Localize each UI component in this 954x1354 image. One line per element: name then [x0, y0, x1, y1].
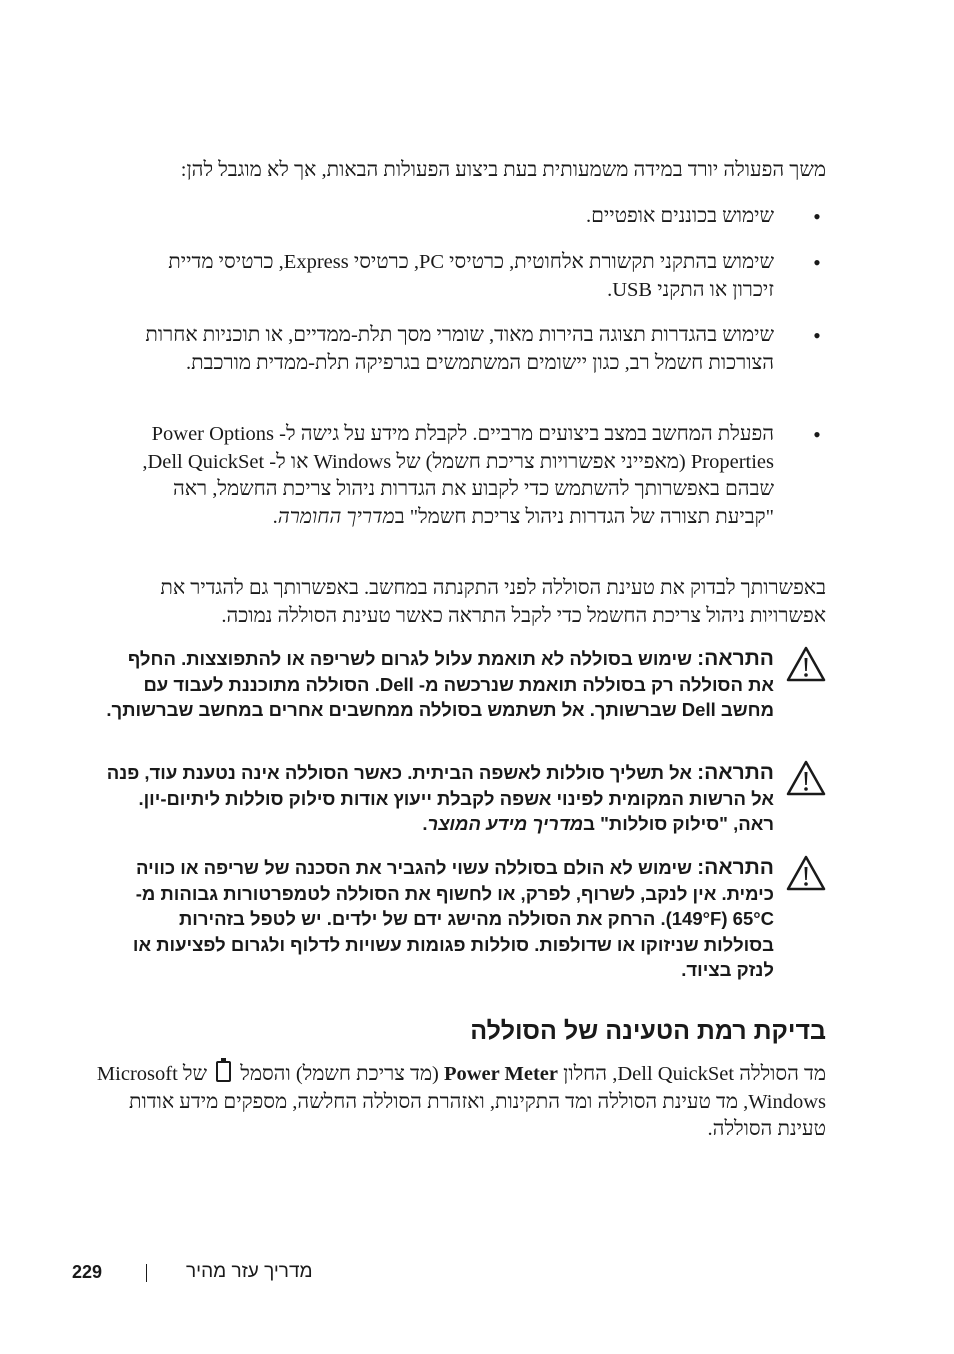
page-number: 229: [72, 1262, 103, 1282]
warning-triangle-icon: [786, 646, 826, 682]
bullet-text: שימוש בכוננים אופטיים.: [585, 205, 774, 227]
warning-body: אל תשליך סוללות לאשפה הביתית. כאשר הסוללה אינה נטענת עוד, פנה אל הרשות המקומית לפינוי אשפה לקבלת ייעוץ אודות סילוק סוללות ליתיום-יון. ראה, "סילוק סוללות" ב: [106, 762, 774, 834]
warning-label: התראה:: [697, 856, 774, 879]
bullet-dot-icon: •: [813, 422, 821, 447]
paragraph-text: מד הסוללה Dell QuickSet, החלון: [557, 1063, 826, 1085]
bullet-dot-icon: •: [813, 250, 821, 275]
warning-body: שימוש לא הולם בסוללה עשוי להגביר את הסכנה של שריפה או כוויה כימית. אין לנקב, לשרוף, לפרק, או לחשוף את הסוללה לטמפרטורות גבוהות מ- 65°C ‏(149°F). הרחק את הסוללה מהישג ידם של ילדים. יש לטפל בזהירות בסוללות שניזוקו או שדולפות. סוללות פגומות עשויות לדלוף ולגרום לפציעות או לנזק בציוד.: [132, 857, 774, 980]
bullet-dot-icon: •: [813, 204, 821, 229]
footer-title: מדריך עזר מהיר: [186, 1261, 313, 1282]
battery-meter-paragraph: [96, 1061, 826, 1144]
warning-block: [106, 855, 826, 983]
section-heading: בדיקת רמת הטעינה של הסוללה: [470, 1017, 826, 1045]
paragraph-text: (מד צריכת חשמל) והסמל: [235, 1063, 444, 1085]
warning-text: [106, 760, 774, 837]
bullet-item: [126, 322, 826, 377]
bullet-dot-icon: •: [813, 323, 821, 348]
bullet-text: [114, 421, 774, 531]
bullet-item: [126, 421, 826, 531]
warning-text: [106, 646, 774, 723]
warning-body: שימוש בסוללה לא תואמת עלול לגרום לשריפה או להתפוצצות. החלף את הסוללה רק בסוללה תואמת שנרכשה מ- Dell. הסוללה מתוכננת לעבוד עם מחשב Dell שברשותך. אל תשתמש בסוללה ממחשבים אחרים במחשב שברשותך.: [106, 648, 774, 720]
paragraph-text: של Microsoft Windows, מד טעינת הסוללה ומד התקינות, ואזהרת הסוללה החלשה, מספקים מידע אודות טעינת הסוללה.: [96, 1063, 826, 1140]
footer-divider: [146, 1264, 147, 1282]
warning-block: [106, 646, 826, 723]
battery-icon: [216, 1061, 231, 1082]
warning-triangle-icon: [786, 760, 826, 796]
warning-tail: .: [422, 813, 428, 834]
hardware-guide-reference: מדריך החומרה: [277, 505, 395, 528]
warning-triangle-icon: [786, 855, 826, 891]
warning-block: [106, 760, 826, 837]
bullet-text: שימוש בהתקני תקשורת אלחוטית, כרטיסי PC, כרטיסי Express, כרטיסי מדיית זיכרון או התקני USB.: [168, 251, 774, 301]
product-info-guide-reference: מדריך מידע המוצר: [427, 813, 584, 834]
bullet-text-tail: .: [272, 505, 278, 528]
battery-check-paragraph: באפשרותך לבדוק את טעינת הסוללה לפני התקנתה במחשב. באפשרותך גם להגדיר את אפשרויות ניהול צריכת החשמל כדי לקבל התראה כאשר טעינת הסוללה נמוכה.: [160, 577, 826, 627]
power-meter-term: Power Meter: [443, 1063, 558, 1085]
bullet-item: [126, 249, 826, 304]
warning-text: [106, 855, 774, 983]
warning-label: התראה:: [697, 761, 774, 784]
bullet-text-main: הפעלת המחשב במצב ביצועים מרביים. לקבלת מידע על גישה ל- Power Options Properties (מאפייני אפשרויות צריכת חשמל) של Windows או ל- Dell QuickSet, שבהם באפשרותך להשתמש כדי לקבוע את הגדרות ניהול צריכת החשמל, ראה "קביעת תצורה של הגדרות ניהול צריכת חשמל" ב: [142, 423, 774, 528]
bullet-item: [126, 203, 826, 231]
bullet-text: שימוש בהגדרות תצוגה בהירות מאוד, שומרי מסך תלת-ממדיים, או תוכניות אחרות הצורכות חשמל רב, כגון יישומים המשתמשים בגרפיקה תלת-ממדית מורכבת.: [145, 324, 774, 374]
intro-paragraph: משך הפעולה יורד במידה משמעותית בעת ביצוע הפעולות הבאות, אך לא מוגבל להן:: [180, 159, 826, 181]
warning-label: התראה:: [697, 647, 774, 670]
